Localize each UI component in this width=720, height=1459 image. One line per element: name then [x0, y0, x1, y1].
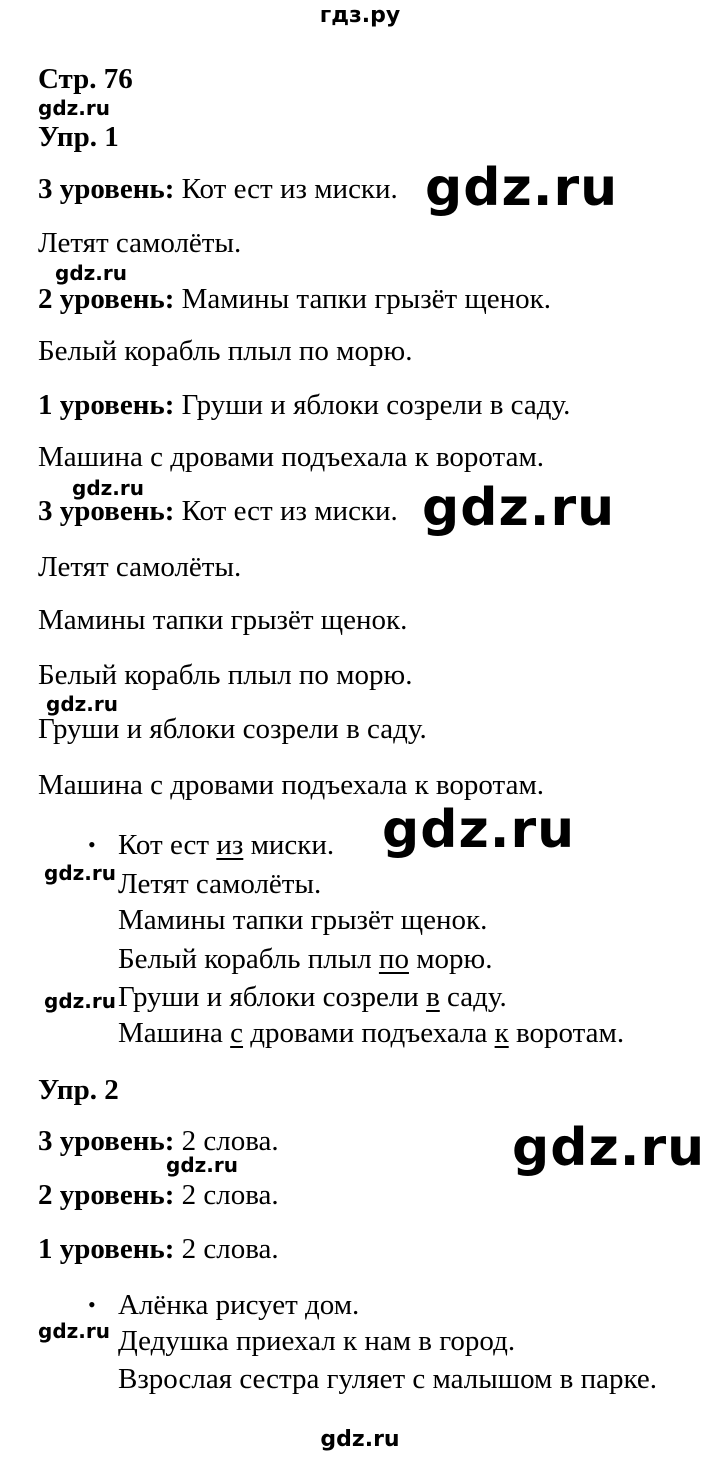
ex2-level-line-2: [38, 1178, 279, 1212]
ex1-b2-line-4: Белый корабль плыл по морю.: [38, 659, 413, 691]
watermark-small: gdz.ru: [55, 261, 127, 285]
level-label: 2 уровень:: [38, 283, 175, 315]
ex1-list-line-1: [118, 828, 334, 862]
answer: 2 слова.: [174, 1233, 279, 1265]
text: саду.: [439, 981, 507, 1013]
ex2-list-line-1: Алёнка рисует дом.: [118, 1289, 360, 1321]
bullet: •: [88, 832, 96, 857]
ex1-b2-line-5: Груши и яблоки созрели в саду.: [38, 713, 427, 745]
ex1-b2-line-3: Мамины тапки грызёт щенок.: [38, 604, 408, 636]
sentence: Кот ест из миски.: [174, 495, 398, 527]
page-label: Стр. 76: [38, 63, 133, 95]
text: дровами подъехала: [243, 1017, 495, 1049]
watermark-small: gdz.ru: [166, 1153, 238, 1177]
watermark-big: gdz.ru: [425, 158, 619, 218]
ex1-list-line-4: [118, 942, 492, 976]
level-label: 3 уровень:: [38, 495, 175, 527]
ex2-level-line-1: [38, 1124, 279, 1158]
text: морю.: [408, 943, 493, 975]
text: Машина: [118, 1017, 231, 1049]
watermark-small: gdz.ru: [72, 476, 144, 500]
level-label: 3 уровень:: [38, 173, 175, 205]
site-header: гдз.ру: [319, 3, 401, 28]
watermark-small: gdz.ru: [44, 861, 116, 885]
ex2-list-line-2: Дедушка приехал к нам в город.: [118, 1325, 516, 1357]
watermark-big: gdz.ru: [382, 800, 576, 860]
sentence: Груши и яблоки созрели в саду.: [174, 389, 571, 421]
ex1-list-line-6: [118, 1016, 624, 1050]
ex1-b1-line-4: Белый корабль плыл по морю.: [38, 335, 413, 367]
ex2-level-line-3: [38, 1232, 279, 1266]
watermark-small: gdz.ru: [38, 96, 110, 120]
ex1-list-line-5: [118, 980, 507, 1014]
sentence: Кот ест из миски.: [174, 173, 398, 205]
ex2-list-line-3: Взрослая сестра гуляет с малышом в парке.: [118, 1363, 657, 1395]
level-label: 1 уровень:: [38, 389, 175, 421]
underlined-preposition: с: [230, 1017, 244, 1049]
ex1-b2-line-1: [38, 494, 398, 528]
level-label: 2 уровень:: [38, 1179, 175, 1211]
ex1-b1-line-2: Летят самолёты.: [38, 227, 242, 259]
text: Груши и яблоки созрели: [118, 981, 427, 1013]
exercise-2-title: Упр. 2: [38, 1074, 119, 1106]
ex1-b1-line-5: [38, 388, 570, 422]
answer: 2 слова.: [174, 1125, 279, 1157]
watermark-big: gdz.ru: [422, 478, 616, 538]
ex1-b1-line-6: Машина с дровами подъехала к воротам.: [38, 441, 545, 473]
underlined-preposition: по: [378, 943, 409, 975]
underlined-preposition: к: [494, 1017, 509, 1049]
bullet: •: [88, 1292, 96, 1317]
underlined-preposition: из: [216, 829, 244, 861]
text: миски.: [243, 829, 335, 861]
answer: 2 слова.: [174, 1179, 279, 1211]
level-label: 1 уровень:: [38, 1233, 175, 1265]
sentence: Мамины тапки грызёт щенок.: [174, 283, 552, 315]
watermark-small: gdz.ru: [44, 989, 116, 1013]
ex1-list-line-2: Летят самолёты.: [118, 868, 322, 900]
level-label: 3 уровень:: [38, 1125, 175, 1157]
ex1-list-line-3: Мамины тапки грызёт щенок.: [118, 904, 488, 936]
underlined-preposition: в: [426, 981, 440, 1013]
watermark-big: gdz.ru: [512, 1118, 706, 1178]
watermark-small: gdz.ru: [38, 1319, 110, 1343]
ex1-b1-line-1: [38, 172, 398, 206]
ex1-b2-line-2: Летят самолёты.: [38, 551, 242, 583]
exercise-1-title: Упр. 1: [38, 121, 119, 153]
watermark-small: gdz.ru: [46, 692, 118, 716]
site-footer: gdz.ru: [320, 1427, 400, 1452]
text: Кот ест: [118, 829, 217, 861]
ex1-b1-line-3: [38, 282, 551, 316]
text: воротам.: [508, 1017, 625, 1049]
ex1-b2-line-6: Машина с дровами подъехала к воротам.: [38, 769, 545, 801]
text: Белый корабль плыл: [118, 943, 379, 975]
